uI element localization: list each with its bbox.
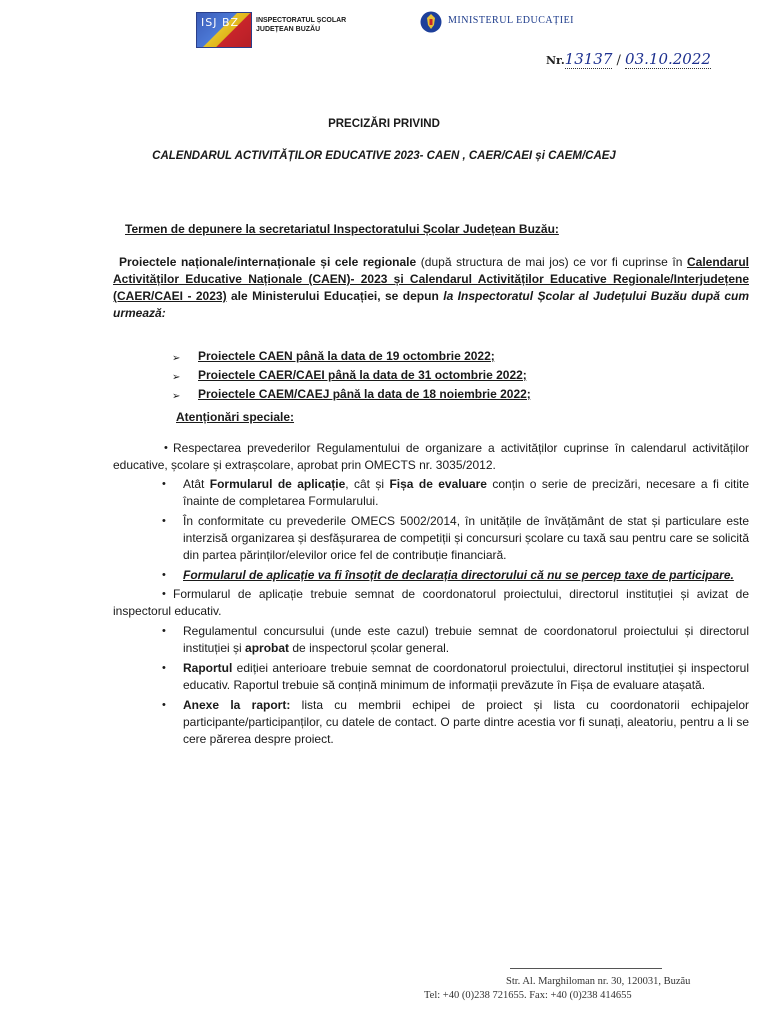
note-4: Formularul de aplicație va fi însoțit de declarația directorului că nu se percep taxe de participare. [183, 568, 734, 582]
deadline-heading: Termen de depunere la secretariatul Inspectoratului Școlar Județean Buzău: [125, 222, 559, 236]
deadline-caen: Proiectele CAEN până la data de 19 octombrie 2022; [198, 349, 495, 363]
registration-date: 03.10.2022 [625, 50, 711, 68]
note-7-b: ediției anterioare trebuie semnat de coordonatorul proiectului, directorul instituției și inspectorul educativ. Raportul trebuie să conțină minimum de informații prevăzute în Fișa de evaluare atașată. [183, 661, 749, 692]
list-item [172, 348, 712, 367]
ministry-name: MINISTERUL EDUCAȚIEI [448, 15, 575, 26]
page-title: PRECIZĂRI PRIVIND [328, 118, 440, 130]
note-2-a: Atât [183, 477, 210, 491]
arrow-bullet-icon: ➢ [172, 372, 181, 383]
isj-name-line2: JUDEȚEAN BUZĂU [256, 26, 321, 33]
bullet-icon: • [162, 569, 166, 581]
registration-no: 13137 [564, 50, 613, 68]
intro-tail-italic: la Inspectoratul Școlar al Județului Buzău după cum urmează: [113, 289, 750, 320]
intro-calendar-name: Calendarul Activităților Educative Naționale (CAEN)- 2023 și Calendarul Activităților Educative Regionale/Interjudețene (CAER/CAEI - 2023) [113, 255, 749, 303]
note-1: Respectarea prevederilor Regulamentului de organizare a activităților cuprinse în calendarul activităților educative, școlare și extrașcolare, aprobat prin OMECTS nr. 3035/2012. [113, 441, 749, 472]
intro-tail-bold: ale Ministerului Educației, se depun [226, 289, 444, 303]
registration-number: Nr.13137 / 03.10.2022 [546, 50, 711, 68]
bullet-icon: • [162, 699, 166, 711]
intro-paragraph [113, 254, 749, 322]
list-item [113, 567, 749, 584]
deadline-caem: Proiectele CAEM/CAEJ până la data de 18 noiembrie 2022; [198, 387, 531, 401]
note-6-b: aprobat [245, 641, 290, 655]
bullet-icon: • [162, 662, 166, 674]
bullet-icon: • [164, 442, 168, 454]
registration-label: Nr. [546, 54, 565, 67]
isj-name [256, 16, 366, 34]
note-5: Formularul de aplicație trebuie semnat de coordonatorul proiectului, directorul instituției și avizat de inspectorul educativ. [113, 587, 749, 618]
isj-name-line1: INSPECTORATUL ȘCOLAR [256, 17, 347, 24]
bullet-icon: • [162, 478, 166, 490]
deadline-caer: Proiectele CAER/CAEI până la data de 31 octombrie 2022; [198, 368, 527, 382]
special-notes-heading: Atenționări speciale: [176, 410, 295, 424]
note-3: În conformitate cu prevederile OMECS 5002/2014, în unitățile de învățământ de stat și particulare este interzisă organizarea și desfășurarea de competiții și concursuri școlare cu taxă sau pentru care se solicită din partea părinților/elevilor orice fel de contribuție financiară. [183, 514, 749, 562]
footer-phones: Tel: +40 (0)238 721655. Fax: +40 (0)238 414655 [424, 990, 632, 1001]
intro-after-bold: (după structura de mai jos) ce vor fi cuprinse în [416, 255, 687, 269]
bullet-icon: • [162, 515, 166, 527]
footer-address: Str. Al. Marghiloman nr. 30, 120031, Buzău [506, 976, 691, 987]
arrow-bullet-icon: ➢ [172, 391, 181, 402]
special-notes-list [113, 440, 749, 748]
note-2-c: , cât și [345, 477, 390, 491]
arrow-bullet-icon: ➢ [172, 353, 181, 364]
romania-crest-icon [420, 10, 442, 34]
list-item [113, 513, 749, 564]
note-2-b: Formularul de aplicație [209, 477, 346, 491]
deadlines-list [172, 348, 712, 405]
note-6-a: Regulamentul concursului (unde este cazul) trebuie semnat de coordonatorul proiectului și directorul instituției și [183, 624, 749, 655]
intro-bold-start: Proiectele naționale/internaționale și cele regionale [119, 255, 417, 269]
note-8-a: Anexe la raport: [183, 698, 291, 712]
note-7-a: Raportul [183, 661, 233, 675]
list-item [113, 586, 749, 620]
page-subtitle: CALENDARUL ACTIVITĂȚILOR EDUCATIVE 2023- CAEN , CAER/CAEI și CAEM/CAEJ [152, 150, 616, 162]
note-2-d: Fișa de evaluare [389, 477, 487, 491]
note-6-c: de inspectorul școlar general. [289, 641, 450, 655]
bullet-icon: • [162, 588, 166, 600]
list-item [113, 440, 749, 474]
list-item [172, 367, 712, 386]
isj-logo [196, 12, 252, 48]
list-item [172, 386, 712, 405]
list-item [113, 697, 749, 748]
bullet-icon: • [162, 625, 166, 637]
note-2-e: conțin o serie de precizări, necesare a fi citite înainte de completarea Formularului. [183, 477, 749, 508]
note-8-b: lista cu membrii echipei de proiect și lista cu coordonatorii echipajelor participante/participanților, cu datele de contact. O parte dintre acestia vor fi sunați, aleatoriu, pentru a li se cere părerea despre proiect. [183, 698, 749, 746]
list-item [113, 660, 749, 694]
isj-logo-text: ISJ BZ [201, 16, 240, 29]
footer-divider [510, 968, 662, 969]
list-item [113, 476, 749, 510]
list-item [113, 623, 749, 657]
